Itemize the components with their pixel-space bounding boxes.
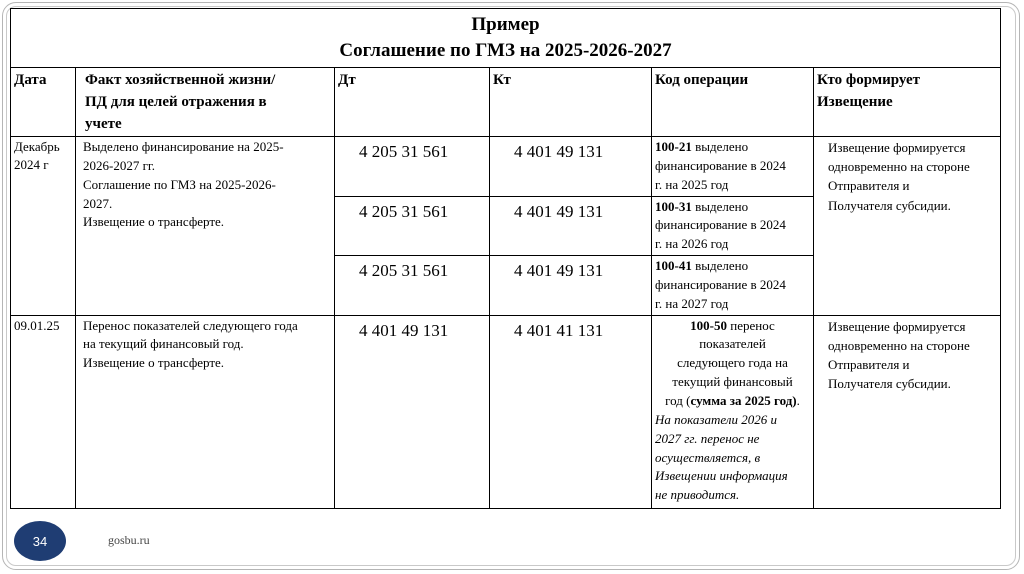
who-line: Получателя субсидии. — [828, 376, 951, 392]
code-text: следующего года на — [677, 355, 788, 371]
row-date: 09.01.25 — [11, 315, 76, 508]
code-note: 2027 гг. перенос не — [655, 430, 760, 446]
site-url: gosbu.ru — [108, 533, 150, 547]
fact-line: Соглашение по ГМЗ на 2025-2026- — [83, 176, 276, 192]
row-code — [652, 196, 814, 256]
row-kt: 4 401 49 131 — [490, 137, 652, 197]
row-kt: 4 401 49 131 — [490, 196, 652, 256]
row-code — [652, 137, 814, 197]
table-row — [11, 315, 1001, 508]
fact-line: 2027. — [83, 195, 113, 211]
code-text: перенос — [727, 317, 775, 333]
operations-table — [10, 8, 1001, 509]
code-number: 100-21 — [655, 139, 692, 154]
title-line-2: Соглашение по ГМЗ на 2025-2026-2027 — [339, 40, 672, 61]
code-text: г. на 2025 год — [655, 176, 729, 192]
header-fact-line: Факт хозяйственной жизни/ — [85, 72, 276, 88]
who-line: Получателя субсидии. — [828, 197, 951, 213]
who-line: Извещение формируется — [828, 140, 966, 155]
header-date: Дата — [11, 68, 76, 137]
code-number: 100-31 — [655, 198, 692, 214]
code-text: выделено — [691, 139, 749, 154]
date-line: 2024 г — [14, 157, 49, 173]
fact-line: Извещение о трансферте. — [83, 355, 225, 371]
slide-title — [11, 9, 1001, 68]
code-text: финансирование в 2024 — [655, 157, 786, 173]
fact-line: 2026-2027 гг. — [83, 157, 156, 173]
code-sum-highlight: сумма за 2025 год) — [690, 392, 797, 408]
header-fact-line: ПД для целей отражения в — [85, 94, 267, 110]
who-line: Отправителя и — [828, 357, 910, 373]
code-text: г. на 2026 год — [655, 236, 729, 252]
header-who-line: Кто формирует — [817, 72, 920, 88]
row-dt: 4 205 31 561 — [335, 196, 490, 256]
code-text: выделено — [691, 198, 749, 214]
code-note: не приводится. — [655, 487, 740, 503]
fact-line: Извещение о трансферте. — [83, 214, 225, 230]
code-text: г. на 2027 год — [655, 295, 729, 311]
code-text: показателей — [699, 336, 766, 352]
row-fact — [76, 315, 335, 508]
title-line-1: Пример — [471, 14, 540, 35]
row-dt: 4 401 49 131 — [335, 315, 490, 508]
code-text: финансирование в 2024 — [655, 217, 786, 233]
page-number-badge: 34 — [14, 521, 66, 561]
fact-line: на текущий финансовый год. — [83, 336, 244, 352]
who-line: Отправителя и — [828, 178, 910, 194]
row-who — [814, 315, 1001, 508]
table-row — [11, 137, 1001, 197]
header-kt: Кт — [490, 68, 652, 137]
who-line: одновременно на стороне — [828, 337, 970, 353]
header-dt: Дт — [335, 68, 490, 137]
row-kt: 4 401 49 131 — [490, 256, 652, 316]
code-number: 100-41 — [655, 258, 692, 274]
fact-line: Выделено финансирование на 2025- — [83, 139, 284, 154]
header-who-line: Извещение — [817, 94, 893, 110]
code-text: финансирование в 2024 — [655, 276, 786, 292]
row-who — [814, 137, 1001, 316]
row-dt: 4 205 31 561 — [335, 256, 490, 316]
who-line: одновременно на стороне — [828, 159, 970, 175]
table-header-row — [11, 68, 1001, 137]
row-date — [11, 137, 76, 316]
who-line: Извещение формируется — [828, 318, 966, 334]
header-code: Код операции — [652, 68, 814, 137]
header-who — [814, 68, 1001, 137]
code-text: . — [796, 392, 800, 408]
date-line: Декабрь — [14, 139, 60, 154]
code-number: 100-50 — [690, 317, 728, 333]
code-text: выделено — [691, 258, 749, 274]
fact-line: Перенос показателей следующего года — [83, 317, 298, 333]
row-code — [652, 315, 814, 508]
code-note: осуществляется, в — [655, 449, 761, 465]
row-dt: 4 205 31 561 — [335, 137, 490, 197]
header-fact — [76, 68, 335, 137]
header-fact-line: учете — [85, 116, 122, 132]
code-note: Извещении информация — [655, 468, 788, 484]
code-text: год ( — [665, 392, 691, 408]
row-fact — [76, 137, 335, 316]
code-note: На показатели 2026 и — [655, 411, 777, 427]
row-code — [652, 256, 814, 316]
code-text: текущий финансовый — [672, 374, 793, 390]
row-kt: 4 401 41 131 — [490, 315, 652, 508]
